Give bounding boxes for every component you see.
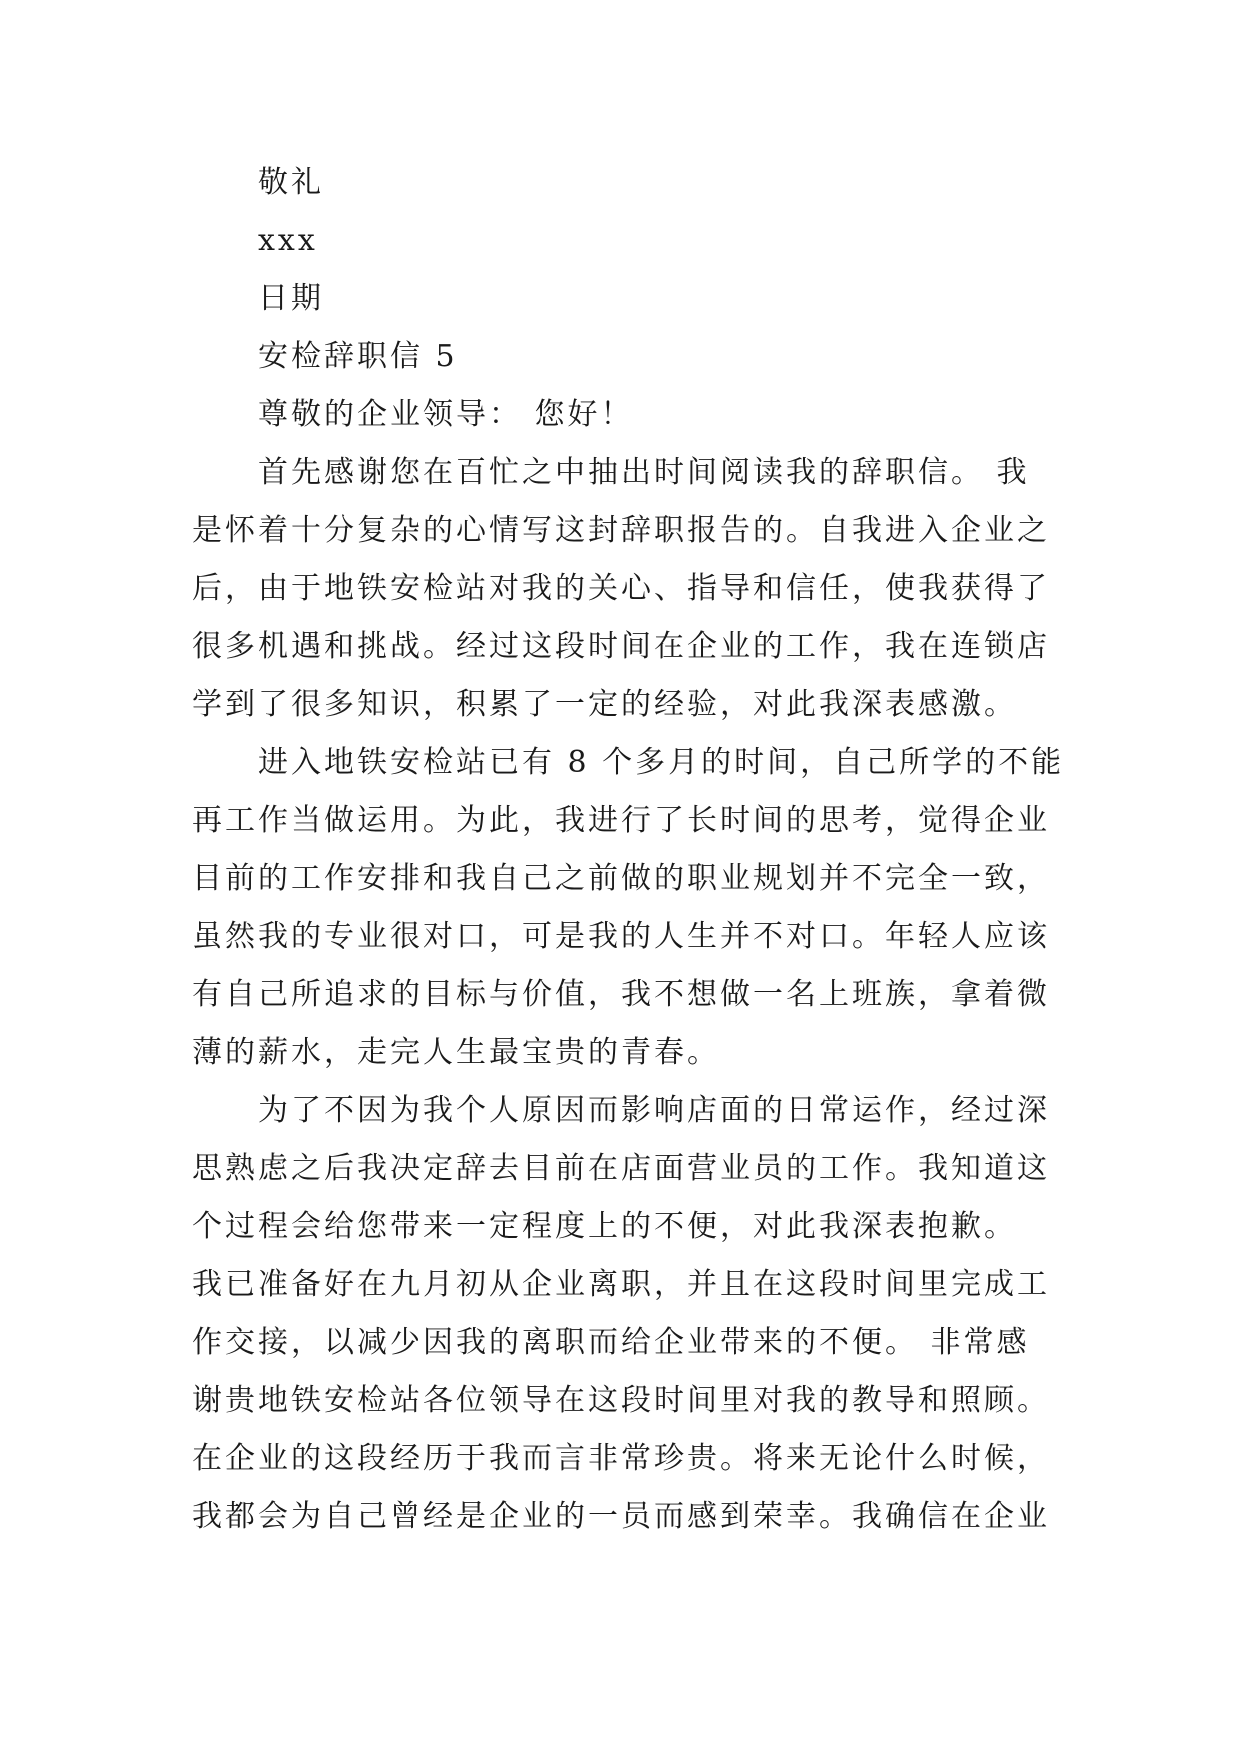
paragraph-line: 虽然我的专业很对口，可是我的人生并不对口。年轻人应该 [192, 919, 1050, 954]
paragraph-3 [192, 1082, 1052, 1546]
letter-title: 安检辞职信 5 [258, 339, 458, 374]
salutation-line: 尊敬的企业领导： 您好！ [258, 397, 634, 432]
closing-line: 敬礼 [258, 165, 324, 200]
paragraph-line: 个过程会给您带来一定程度上的不便，对此我深表抱歉。 [192, 1209, 1017, 1244]
paragraph-line: 是怀着十分复杂的心情写这封辞职报告的。自我进入企业之 [192, 513, 1050, 548]
paragraph-line: 薄的薪水，走完人生最宝贵的青春。 [192, 1035, 720, 1070]
paragraph-line: 进入地铁安检站已有 8 个多月的时间，自己所学的不能 [258, 745, 1065, 780]
paragraph-line: 学到了很多知识，积累了一定的经验，对此我深表感激。 [192, 687, 1017, 722]
letter-body [192, 154, 1065, 1546]
paragraph-line: 谢贵地铁安检站各位领导在这段时间里对我的教导和照顾。 [192, 1383, 1050, 1418]
paragraph-2 [192, 734, 1065, 1082]
paragraph-line: 很多机遇和挑战。经过这段时间在企业的工作，我在连锁店 [192, 629, 1050, 664]
paragraph-line: 后，由于地铁安检站对我的关心、指导和信任，使我获得了 [192, 571, 1050, 606]
paragraph-line: 再工作当做运用。为此，我进行了长时间的思考，觉得企业 [192, 803, 1050, 838]
paragraph-line: 目前的工作安排和我自己之前做的职业规划并不完全一致， [192, 861, 1050, 896]
paragraph-line: 首先感谢您在百忙之中抽出时间阅读我的辞职信。 我 [258, 455, 1030, 490]
date-line: 日期 [258, 281, 324, 316]
paragraph-line: 我已准备好在九月初从企业离职，并且在这段时间里完成工 [192, 1267, 1050, 1302]
paragraph-line: 我都会为自己曾经是企业的一员而感到荣幸。我确信在企业 [192, 1499, 1050, 1534]
paragraph-line: 作交接，以减少因我的离职而给企业带来的不便。 非常感 [192, 1325, 1030, 1360]
signature-line: xxx [258, 223, 318, 258]
paragraph-line: 有自己所追求的目标与价值，我不想做一名上班族，拿着微 [192, 977, 1050, 1012]
paragraph-line: 为了不因为我个人原因而影响店面的日常运作，经过深 [258, 1093, 1050, 1128]
paragraph-line: 在企业的这段经历于我而言非常珍贵。将来无论什么时候， [192, 1441, 1050, 1476]
paragraph-1 [192, 444, 1052, 734]
paragraph-line: 思熟虑之后我决定辞去目前在店面营业员的工作。我知道这 [192, 1151, 1050, 1186]
